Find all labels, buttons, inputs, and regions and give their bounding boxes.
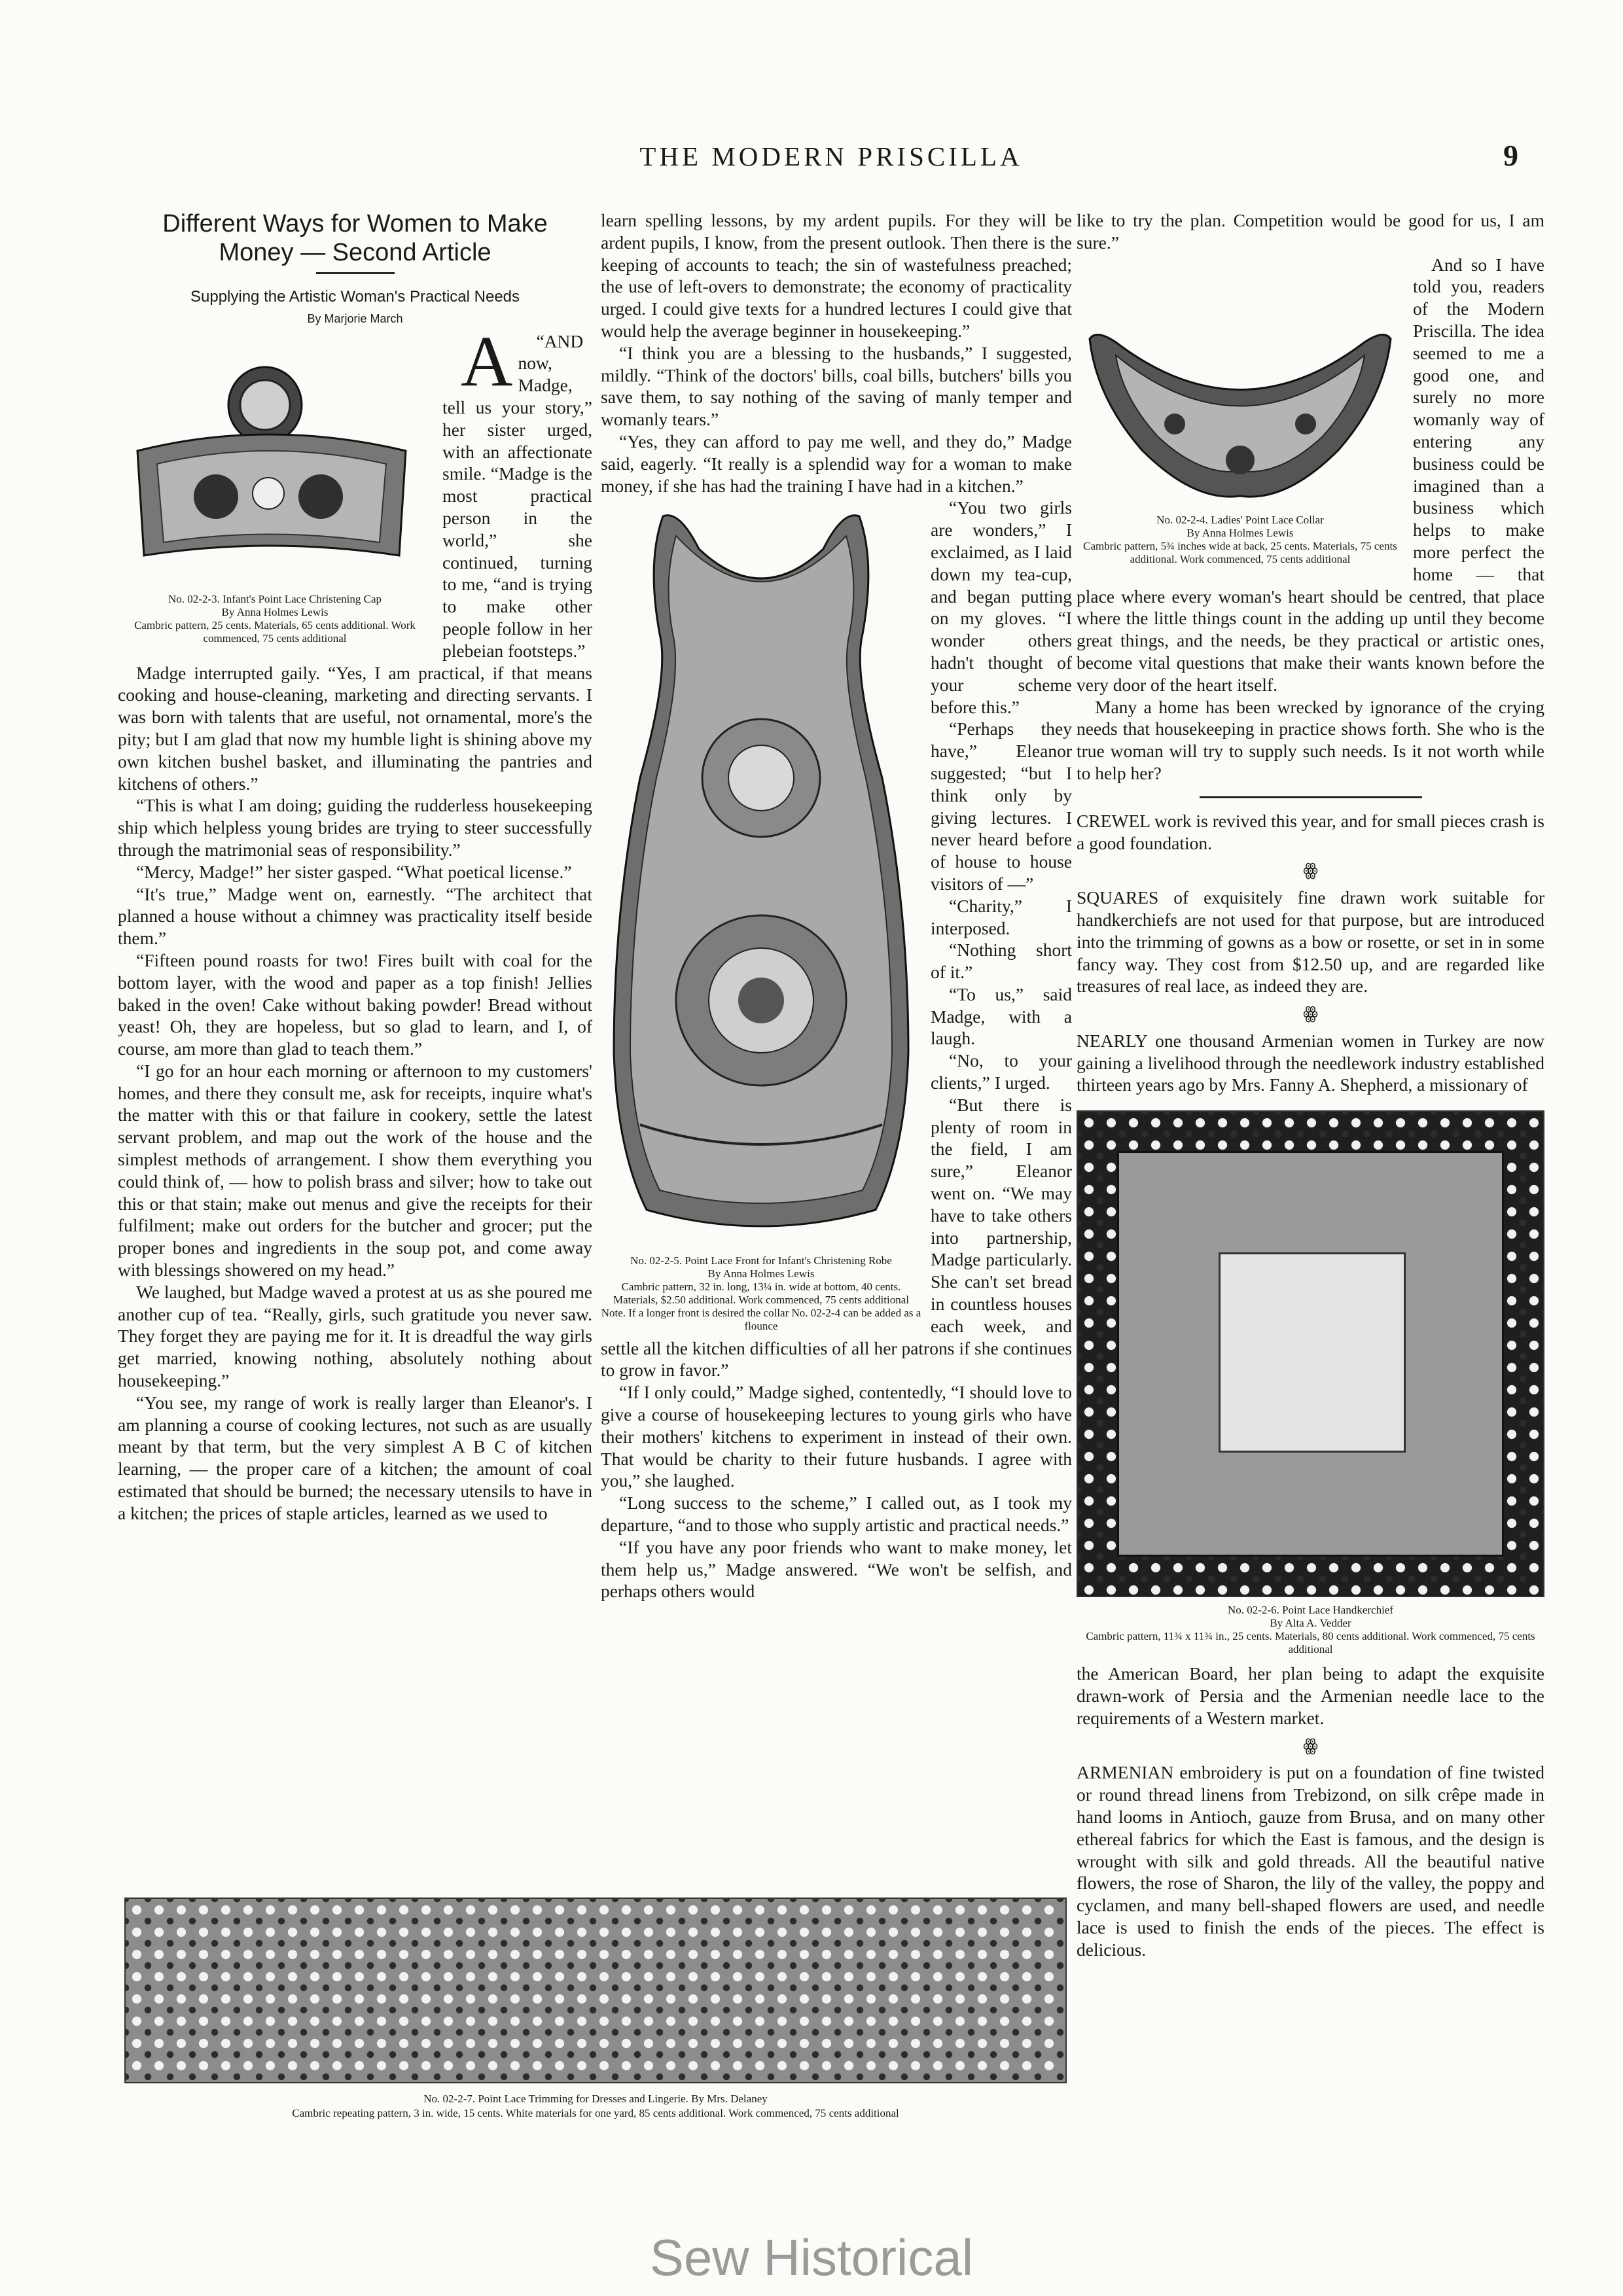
col3-para-3: Many a home has been wrecked by ignorance of the crying needs that housekeeping in practice shows forth. She who is the true woman will try to supply such needs. Is it not worth while to help her? <box>1077 696 1544 783</box>
article-title-line1: Different Ways for Women to Make <box>162 210 548 238</box>
col1-para-1: A “AND now, Madge, tell us your story,” her sister urged, with an affectionate smile. “Madge is the most practical person in the world,” she continued, turning to me, “and is trying to make other people follow in her plebeian footsteps.” <box>442 321 592 661</box>
col3-para-1: like to try the plan. Competition would be good for us, I am sure.” <box>1077 210 1544 253</box>
fig-cap-pricing: Cambric pattern, 25 cents. Materials, 65 cents additional. Work commenced, 75 cents additional <box>134 619 416 645</box>
column-3 <box>1077 209 1544 1961</box>
fig-robe-caption: No. 02-2-5. Point Lace Front for Infant's Christening Robe <box>630 1254 892 1267</box>
figure-lace-trimming <box>124 1898 1067 2120</box>
ornament-1: ꙮ <box>1303 860 1318 880</box>
nearly-paragraph: NEARLY one thousand Armenian women in Turkey are now gaining a livelihood through the needlework industry established thirteen years ago by Mrs. Fanny A. Shepherd, a missionary of <box>1077 1030 1544 1095</box>
handkerchief-illustration <box>1077 1110 1544 1597</box>
col1-para-2: Madge interrupted gaily. “Yes, I am practical, if that means cooking and house-cleaning, marketing and directing servants. I was born with talents that are useful, not ornamental, more's the pity; but I am glad that now my humble light is shining above my own kitchen bushel basket, and illuminating the pantries and kitchens of others.” <box>118 662 592 794</box>
article-byline: By Marjorie March <box>307 311 403 325</box>
ornament-3: ꙮ <box>1303 1735 1318 1755</box>
article-subtitle: Supplying the Artistic Woman's Practical Needs <box>190 288 520 306</box>
col2-para-9: “No, to your clients,” I urged. <box>931 1050 1072 1093</box>
fig-collar-pricing: Cambric pattern, 5¾ inches wide at back, 25 cents. Materials, 75 cents additional. Work commenced, 75 cents additional <box>1083 540 1397 566</box>
fig-robe-pricing: Cambric pattern, 32 in. long, 13¼ in. wide at bottom, 40 cents. Materials, $2.50 additional. Work commenced, 75 cents additional <box>613 1280 909 1307</box>
page-number: 9 <box>1503 139 1518 172</box>
col1-para-3: “This is what I am doing; guiding the rudderless housekeeping ship which helpless young brides are trying to steer successfully through the matrimonial seas of responsibility.” <box>118 795 592 860</box>
col2-para-8: “To us,” said Madge, with a laugh. <box>931 983 1072 1049</box>
fig-hanky-caption: No. 02-2-6. Point Lace Handkerchief <box>1227 1604 1394 1617</box>
fig-robe-author: By Anna Holmes Lewis <box>707 1267 815 1280</box>
section-divider <box>1200 796 1422 798</box>
fig-hanky-author: By Alta A. Vedder <box>1270 1617 1351 1630</box>
figure-handkerchief <box>1077 1110 1544 1656</box>
board-paragraph: the American Board, her plan being to adapt the exquisite drawn-work of Persia and the Armenian needle lace to the requirements of a Western market. <box>1077 1663 1544 1728</box>
col2-para-1: learn spelling lessons, by my ardent pupils. For they will be ardent pupils, I know, from the present outlook. Then there is the keeping of accounts to teach; the sin of wastefulness preached; the use of left-overs to demonstrate; the economy of practicality urged. I could give texts for a hundred lectures I could give that would help the average beginner in housekeeping.” <box>601 210 1072 341</box>
col1-para-6: “Fifteen pound roasts for two! Fires built with coal for the bottom layer, with the wood and paper as a top finish! Jellies baked in the oven! Cake without baking powder! Bread without yeast! Oh, they are hopeless, but so glad to learn, and I, of course, am more than glad to teach them.” <box>118 949 592 1059</box>
col2-para-4: “You two girls are wonders,” I exclaimed, as I laid down my tea-cup, and began putting on my gloves. “I wonder others hadn't thought of your scheme before this.” <box>931 497 1072 717</box>
ornament-2: ꙮ <box>1303 1004 1318 1023</box>
fig-trim-caption: No. 02-2-7. Point Lace Trimming for Dresses and Lingerie. By Mrs. Delaney <box>423 2093 768 2105</box>
drop-cap-a: A <box>461 321 513 401</box>
col2-para-7: “Nothing short of it.” <box>931 940 1072 983</box>
col1-para-4: “Mercy, Madge!” her sister gasped. “What poetical license.” <box>136 861 572 882</box>
column-2 <box>601 209 1072 1602</box>
col1-para-8: We laughed, but Madge waved a protest at us as she poured me another cup of tea. “Really, girls, such gratitude you never saw. They forget they are paying me for it. It is dreadful the way girls get married, knowing nothing, absolutely nothing about housekeeping.” <box>118 1281 592 1391</box>
col1-para-9: “You see, my range of work is really larger than Eleanor's. I am planning a course of cooking lectures, not such as are usually meant by that term, but the very simplest A B C of kitchen learning, — the proper care of a kitchen; the amount of coal estimated that should be burned; the necessary utensils to have in a kitchen; the prices of staple articles, learned as we used to <box>118 1392 592 1523</box>
col2-para-6: “Charity,” I interposed. <box>931 895 1072 938</box>
running-head <box>118 141 1544 180</box>
fig-collar-caption: No. 02-2-4. Ladies' Point Lace Collar <box>1156 514 1324 527</box>
col3-para-2: And so I have told you, readers of the Modern Priscilla. The idea seemed to me a good one, and surely no more womanly way of entering any business could be imagined than a business which helps to make more perfect the home — that place where every woman's heart should be centred, that place where the little things count in the adding up until they become great things, and the needs, be they practical or artistic ones, become vital questions that make their wants known before the very door of the heart itself. <box>1077 254 1544 695</box>
lace-trimming-illustration <box>124 1898 1067 2083</box>
col2-para-5: “Perhaps they have,” Eleanor suggested; “but I think only by giving lectures. I never heard before of house to house visitors of —” <box>931 718 1072 894</box>
squares-paragraph: SQUARES of exquisitely fine drawn work suitable for handkerchiefs are not used for that purpose, but are introduced into the trimming of gowns as a bow or rosette, or set in in some fancy way. They cost from $12.50 up, and are regarded like treasures of real lace, as indeed they are. <box>1077 887 1544 997</box>
col2-para-11: “If I only could,” Madge sighed, contentedly, “I should love to give a course of housekeeping lectures to young girls who have their mothers' kitchens to experiment in instead of their own. That would be charity to their future husbands. I agree with you,” she laughed. <box>601 1382 1072 1491</box>
col1-para-7: “I go for an hour each morning or afternoon to my customers' homes, and there they consult me, ask for receipts, inquire what's the matter with this or that failure in cookery, settle the latest servant problem, and map out the work of the house and the simplest methods of arrangement. I show them everything you could think of, — how to polish brass and silver; how to take out this or that stain; make out menus and give the receipts for their fulfilment; make out orders for the butcher and grocer; put the proper bones and ingredients in the soup pot, and come away with blessings showered on my head.” <box>118 1060 592 1280</box>
magazine-title: THE MODERN PRISCILLA <box>639 141 1023 171</box>
col2-para-13: “If you have any poor friends who want to make money, let them help us,” Madge answered. “We won't be selfish, and perhaps others would <box>601 1536 1072 1602</box>
lace-collar-illustration <box>1077 326 1404 509</box>
christening-robe-illustration <box>601 503 921 1249</box>
fig-robe-note: Note. If a longer front is desired the collar No. 02-2-4 can be added as a flounce <box>601 1307 921 1333</box>
title-rule <box>316 272 395 274</box>
handkerchief-center <box>1219 1252 1406 1453</box>
col2-para-3: “Yes, they can afford to pay me well, and they do,” Madge said, eagerly. “It really is a splendid way for a woman to make money, if she has had the training I have had in a kitchen.” <box>601 431 1072 496</box>
crewel-paragraph: CREWEL work is revived this year, and for small pieces crash is a good foundation. <box>1077 810 1544 853</box>
col2-para-10: “But there is plenty of room in the field, I am sure,” Eleanor went on. “We may have to take others into partnership, Madge particularly. She can't set bread in countless houses each week, and settle all the kitchen difficulties of all her patrons if she continues to grow in favor.” <box>601 1094 1072 1381</box>
fig-cap-author: By Anna Holmes Lewis <box>221 606 329 619</box>
christening-cap-illustration <box>118 359 432 588</box>
fig-trim-pricing: Cambric repeating pattern, 3 in. wide, 15 cents. White materials for one yard, 85 cents additional. Work commenced, 75 cents additional <box>292 2107 899 2119</box>
col1-para-5: “It's true,” Madge went on, earnestly. “The architect that planned a house without a chimney was practicality itself beside them.” <box>118 883 592 949</box>
fig-hanky-pricing: Cambric pattern, 11¾ x 11¾ in., 25 cents. Materials, 80 cents additional. Work commenced, 75 cents additional <box>1086 1630 1535 1656</box>
fig-collar-author: By Anna Holmes Lewis <box>1186 527 1294 540</box>
col2-para-12: “Long success to the scheme,” I called out, as I took my departure, “and to those who supply artistic and practical needs.” <box>601 1492 1072 1536</box>
figure-christening-robe <box>601 503 921 1333</box>
article-title-line2: Money — Second Article <box>219 239 491 266</box>
fig-cap-caption: No. 02-2-3. Infant's Point Lace Christening Cap <box>168 593 382 606</box>
armenian-paragraph: ARMENIAN embroidery is put on a foundation of fine twisted or round thread linens from Trebizond, on silk crêpe made in hand looms in Antioch, gauze from Brusa, and on many other ethereal fabrics for which the East is famous, and the design is wrought with silk and gold threads. All the beautiful native flowers, the rose of Sharon, the lily of the valley, the poppy and cyclamen, and many bell-shaped flowers are used, and needle lace is used to finish the ends of the pieces. The effect is delicious. <box>1077 1762 1544 1960</box>
column-1 <box>118 209 592 1525</box>
figure-lace-collar <box>1077 326 1404 567</box>
watermark-text: Sew Historical <box>649 2229 974 2286</box>
col2-para-2: “I think you are a blessing to the husbands,” I suggested, mildly. “Think of the doctors' bills, coal bills, butchers' bills you save them, to say nothing of the saving of manly temper and womanly tears.” <box>601 342 1072 430</box>
figure-christening-cap <box>118 359 432 646</box>
